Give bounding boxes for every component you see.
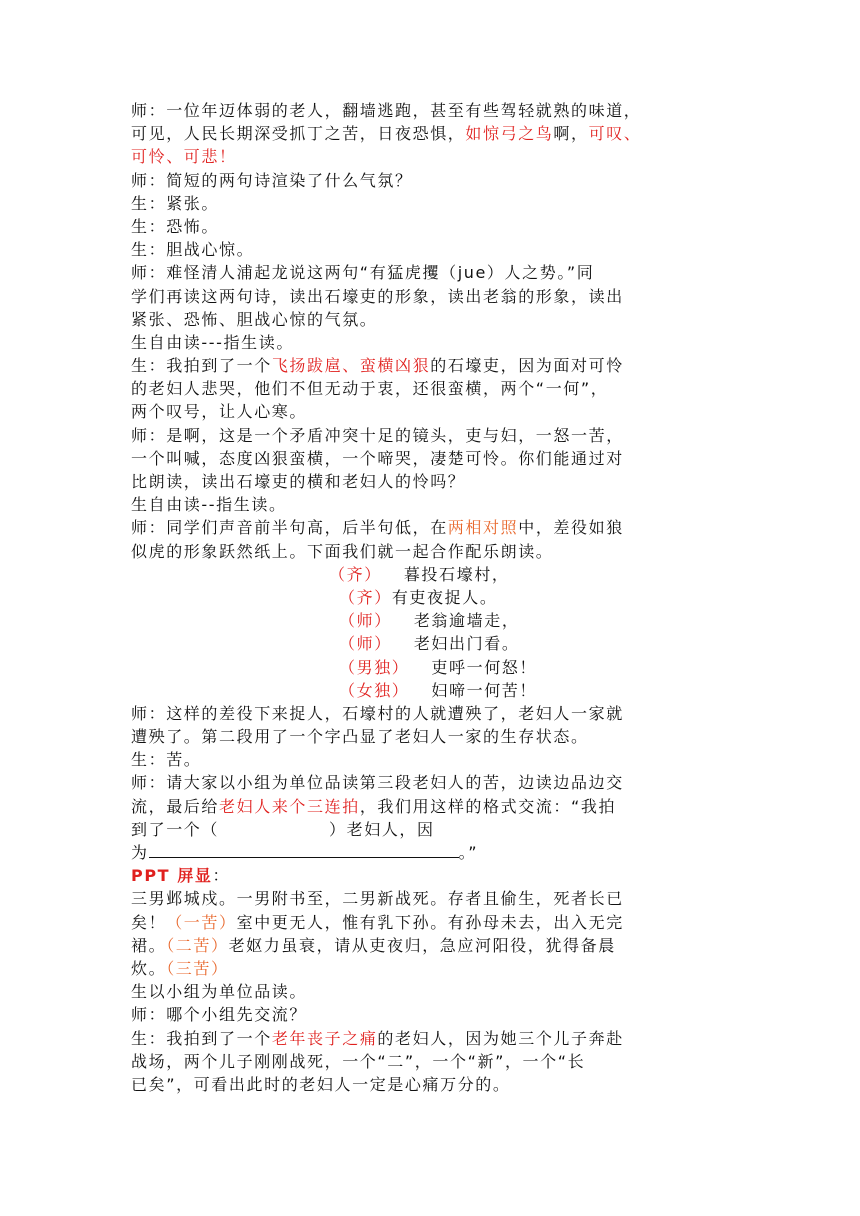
text-line (131, 1003, 731, 1026)
highlight-text: 两相对照 (447, 518, 519, 538)
text-line (131, 980, 731, 1003)
text-line (131, 1073, 731, 1096)
poem-text: 有吏夜捉人。 (391, 587, 498, 607)
text: 裙。 (131, 935, 167, 955)
text: 生自由读---指生读。 (131, 332, 294, 352)
text: 的老妇人，因为她三个儿子奔赴 (377, 1028, 624, 1048)
text-line (131, 725, 731, 748)
text: 一个叫喊，态度凶狠蛮横，一个啼哭，凄楚可怜。你们能通过对 (131, 448, 624, 468)
text: 学们再读这两句诗，读出石壕吏的形象，读出老翁的形象，读出 (131, 286, 624, 306)
poem-text: 吏呼一何怒！ (431, 657, 538, 677)
text: ： (212, 866, 231, 886)
text: 比朗读，读出石壕吏的横和老妇人的怜吗？ (131, 472, 466, 491)
highlight-text: 老妇人来个三连拍 (219, 796, 360, 816)
highlight-text: 可怜、可悲！ (131, 147, 237, 167)
poem-role: （齐） (329, 564, 382, 584)
text-line (131, 748, 731, 771)
text: 师：难怪清人浦起龙说这两句“有猛虎攫（jue）人之势。”同 (131, 263, 595, 283)
text: 到了一个（ (131, 819, 220, 839)
text: 可见，人民长期深受抓丁之苦，日夜恐惧， (131, 124, 466, 144)
highlight-text: 如惊弓之鸟 (465, 124, 554, 144)
text: 生：紧张。 (131, 193, 220, 213)
text-line (131, 1027, 731, 1050)
text: ，我们用这样的格式交流：“我拍 (359, 796, 617, 816)
highlight-text: （二苦） (166, 935, 229, 955)
text: 。” (458, 843, 479, 862)
poem-role: （女独） (339, 680, 410, 700)
text: 师：请大家以小组为单位品读第三段老妇人的苦，边读边品边交 (131, 773, 624, 793)
text-line (131, 400, 731, 423)
text-line (131, 540, 731, 563)
poem-text: 老妇出门看。 (413, 634, 520, 654)
poem-line (131, 679, 731, 702)
highlight-text: 飞扬跋扈、蛮横凶狠 (271, 356, 431, 376)
poem-line (131, 586, 731, 609)
text-line (131, 122, 731, 145)
text: 师：这样的差役下来捉人，石壕村的人就遭殃了，老妇人一家就 (131, 703, 624, 723)
text-line (131, 238, 731, 261)
text-line (131, 702, 731, 725)
text: 师：哪个小组先交流？ (131, 1005, 308, 1025)
text: 紧张、恐怖、胆战心惊的气氛。 (131, 309, 378, 329)
highlight-text: 老年丧子之痛 (271, 1028, 378, 1048)
text-line (131, 192, 731, 215)
text: 啊， (553, 124, 589, 144)
text: 为 (131, 843, 149, 862)
text: 战场，两个儿子刚刚战死，一个“二”，一个“新”，一个“长 (131, 1051, 586, 1071)
text-line (131, 934, 731, 957)
text-line (131, 261, 731, 284)
poem-role: （齐） (339, 587, 392, 607)
poem-line (131, 656, 731, 679)
text: 老妪力虽衰，请从吏夜归，急应河阳役，犹得备晨 (228, 935, 616, 955)
text-line (131, 169, 731, 192)
text-line (131, 795, 731, 818)
text: 生：胆战心惊。 (131, 240, 255, 260)
text: 的老妇人悲哭，他们不但无动于衷，还很蛮横，两个“一何”， (131, 379, 609, 399)
text-line (131, 424, 731, 447)
text-line (131, 285, 731, 308)
poem-line (131, 609, 731, 632)
text: 似虎的形象跃然纸上。下面我们就一起合作配乐朗读。 (131, 541, 554, 561)
text-line (131, 145, 731, 168)
text-line (131, 99, 731, 122)
poem-text: 妇啼一何苦！ (431, 680, 538, 700)
poem-role: （男独） (339, 657, 410, 677)
highlight-text: （三苦） (166, 958, 229, 978)
fill-underline (149, 843, 459, 858)
text: 的石壕吏，因为面对可怜 (430, 356, 624, 376)
text: 生：苦。 (131, 750, 202, 770)
text-line (131, 1050, 731, 1073)
text: 矣！ (131, 912, 167, 932)
poem-line (131, 632, 731, 655)
text-line (131, 377, 731, 400)
text: 中，差役如狼 (518, 518, 624, 538)
text: 两个叹号，让人心寒。 (131, 402, 308, 422)
ppt-label: PPT 屏显 (131, 866, 213, 886)
text: 生：我拍到了一个 (131, 1028, 272, 1048)
text: ）老妇人，因 (329, 819, 435, 839)
text-line (131, 818, 731, 841)
poem-text: 老翁逾墙走， (413, 611, 520, 631)
text-line (131, 516, 731, 539)
text-line (131, 215, 731, 238)
text-line (131, 447, 731, 470)
text: 已矣”，可看出此时的老妇人一定是心痛万分的。 (131, 1074, 511, 1094)
text-line (131, 771, 731, 794)
text: 流，最后给 (131, 796, 220, 816)
text: 生以小组为单位品读。 (131, 982, 308, 1002)
text: 遭殃了。第二段用了一个字凸显了老妇人一家的生存状态。 (131, 727, 589, 747)
text-line (131, 911, 731, 934)
text-line (131, 331, 731, 354)
text: 生：恐怖。 (131, 216, 220, 236)
poem-role: （师） (339, 611, 392, 631)
text-line (131, 308, 731, 331)
highlight-text: 可叹、 (588, 124, 642, 144)
document-page (131, 99, 731, 1096)
text: 师：一位年迈体弱的老人，翻墙逃跑，甚至有些驾轻就熟的味道， (131, 101, 642, 120)
text-line (131, 957, 731, 980)
text-line (131, 493, 731, 516)
text: 师：是啊，这是一个矛盾冲突十足的镜头，吏与妇，一怒一苦， (131, 425, 624, 445)
text-line (131, 887, 731, 910)
text: 师：简短的两句诗渲染了什么气氛？ (131, 170, 413, 190)
text-line (131, 864, 731, 887)
text-line (131, 470, 731, 493)
poem-line (131, 563, 731, 586)
text: 生：我拍到了一个 (131, 356, 272, 376)
poem-text: 暮投石壕村， (403, 564, 510, 584)
text: 室中更无人，惟有乳下孙。有孙母未去，出入无完 (236, 912, 624, 932)
highlight-text: （一苦） (166, 912, 237, 932)
text-line (131, 841, 731, 864)
text-line (131, 354, 731, 377)
text: 炊。 (131, 958, 167, 978)
text: 生自由读--指生读。 (131, 495, 287, 515)
text: 师：同学们声音前半句高，后半句低，在 (131, 518, 448, 538)
poem-role: （师） (339, 634, 392, 654)
text: 三男邺城戍。一男附书至，二男新战死。存者且偷生，死者长已 (131, 889, 624, 909)
